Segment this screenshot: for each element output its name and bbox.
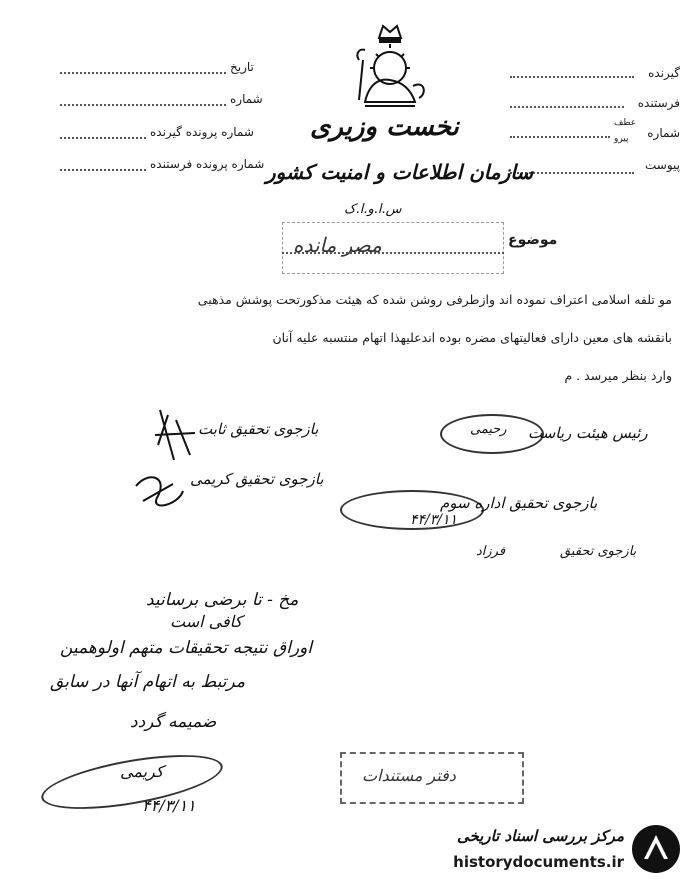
watermark-line-1: مرکز بررسی اسناد تاریخی <box>456 827 624 845</box>
watermark-line-2: historydocuments.ir <box>453 853 624 871</box>
note-line-2: کافی است <box>170 612 243 631</box>
date-label: تاریخ <box>230 60 254 74</box>
scribble-left-top-icon <box>150 405 200 465</box>
sender-file-number-label: شماره پرونده فرستنده <box>150 157 265 171</box>
watermark-logo-icon <box>632 825 680 873</box>
attachment-label: پیوست <box>645 158 680 172</box>
subject-line <box>282 252 504 254</box>
note-signature-oval <box>38 744 227 819</box>
note-date: ۴۴/۳/۱۱ <box>142 796 196 815</box>
signature-left-top: بازجوی تحقیق ثابت <box>198 420 319 438</box>
peyro-label: پیرو <box>614 134 629 144</box>
signature-right-top-name: رحیمی <box>470 422 507 437</box>
signature-right-low: بازجوی تحقیق <box>560 544 637 559</box>
sender-file-line <box>60 169 146 171</box>
number-line-left <box>60 104 226 106</box>
organization-subtitle: سازمان اطلاعات و امنیت کشور <box>266 160 534 184</box>
organization-code: س.ا.و.ا.ک <box>344 202 402 217</box>
subject-stamp <box>282 222 504 274</box>
page-title: نخست وزیری <box>310 112 459 142</box>
body-line-3: وارد بنظر میرسد . م <box>564 368 672 383</box>
subject-label: موضوع <box>508 232 558 248</box>
watermark <box>410 823 680 881</box>
signature-right-top: رئیس هیئت ریاست <box>528 424 648 442</box>
note-line-1: مخ - تا برضی برسانید <box>146 590 299 610</box>
note-line-5: ضمیمه گردد <box>130 712 217 732</box>
note-line-4: مرتبط به اتهام آنها در سابق <box>50 672 245 692</box>
atf-label: عطف <box>614 118 637 128</box>
body-line-1: مو تلفه اسلامی اعتراف نموده اند وازطرفی روشن شده که هیئت مذکورتحت پوشش مذهبی <box>197 292 672 307</box>
signature-right-mid-date: ۴۴/۳/۱۱ <box>410 512 458 528</box>
recipient-file-number-label: شماره پرونده گیرنده <box>150 125 254 139</box>
signature-right-low-name: فرزاد <box>476 544 506 559</box>
number-line-right <box>510 136 610 138</box>
signature-left-mid: بازجوی تحقیق کریمی <box>190 470 324 488</box>
bottom-stamp-text: دفتر مستندات <box>362 766 456 785</box>
number-label-left: شماره <box>230 92 263 106</box>
note-signature: کریمی <box>120 762 164 781</box>
recipient-file-line <box>60 137 146 139</box>
sender-label: فرستنده <box>637 96 680 110</box>
recipient-line <box>510 76 634 78</box>
recipient-label: گیرنده <box>648 66 680 80</box>
body-line-2: بانقشه های معین دارای فعالیتهای مضره بوده اندعلیهذا اتهام منتسبه علیه آنان <box>272 330 672 345</box>
subject-stamp-text: مصر مانده <box>293 233 382 257</box>
date-line <box>60 72 226 74</box>
sender-line <box>510 106 624 108</box>
scribble-left-mid-icon <box>128 466 188 516</box>
lion-and-sun-emblem-icon <box>335 20 445 116</box>
note-line-3: اوراق نتیجه تحقیقات متهم اولوهمین <box>60 638 313 658</box>
number-label-right: شماره <box>647 126 680 140</box>
bottom-stamp <box>340 752 524 804</box>
signature-right-mid: بازجوی تحقیق اداره سوم <box>440 494 598 512</box>
